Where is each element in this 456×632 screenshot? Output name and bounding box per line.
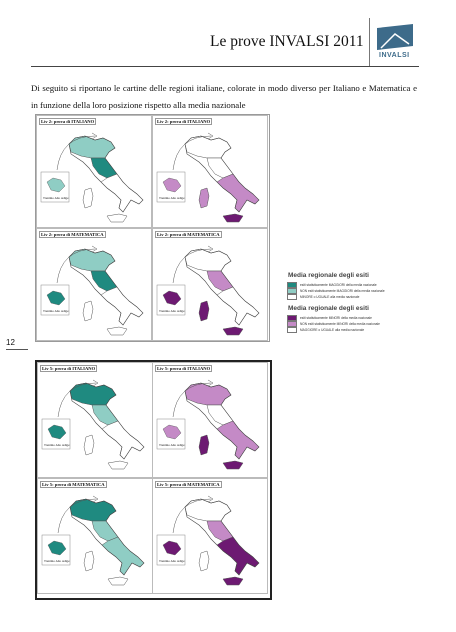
inset-caption: Trentino Alto Adige [159,196,185,200]
map-title: Liv 2: prova di MATEMATICA [41,232,104,237]
inset-caption: Trentino Alto Adige [44,443,70,447]
italy-map [38,363,153,478]
map-panel [37,478,153,594]
map-title: Liv 2: prova di ITALIANO [157,119,211,124]
header-divider [31,66,419,67]
map-title: Liv 5: prova di ITALIANO [42,366,96,371]
legend-title-1: Media regionale degli esiti [288,272,369,279]
legend-label: MINORE o UGUALE alla media nazionale [300,295,360,299]
inset-caption: Trentino Alto Adige [159,309,185,313]
italy-map [153,229,268,341]
logo-text: INVALSI [379,52,410,59]
map-panel [152,362,268,478]
map-title: Liv 2: prova di ITALIANO [41,119,95,124]
map-panel [152,478,268,594]
map-grid-liv2 [35,114,270,342]
legend-swatch-white [287,327,297,334]
italy-map [153,363,268,478]
map-grid-liv5 [35,360,272,600]
inset-caption: Trentino Alto Adige [159,559,185,563]
legend-item [287,327,422,333]
map-panel [36,115,152,228]
inset-caption: Trentino Alto Adige [44,559,70,563]
map-title: Liv 2: prova di MATEMATICA [157,232,220,237]
italy-map [153,479,268,594]
legend-label: esiti statisticamente MAGGIORI della media nazionale [300,283,377,287]
map-panel [152,228,268,341]
page-title: Le prove INVALSI 2011 [210,33,364,50]
legend-label: esiti statisticamente MINORI della media nazionale [300,316,372,320]
legend-item [287,294,422,300]
map-title: Liv 5: prova di ITALIANO [157,366,211,371]
legend-label: NON esiti statisticamente MINORI della media nazionale [300,322,380,326]
page-number: 12 [6,338,15,347]
italy-map [37,116,152,228]
legend-title-2: Media regionale degli esiti [288,305,369,312]
italy-map [37,229,152,341]
map-panel [36,228,152,341]
inset-caption: Trentino Alto Adige [43,196,69,200]
header-divider-vertical [369,18,370,66]
intro-paragraph: Di seguito si riportano le cartine delle regioni italiane, colorate in modo diverso per Italiano e Matematica e in funzione della loro posizione rispetto alla media nazionale [31,83,417,110]
map-title: Liv 5: prova di MATEMATICA [157,482,220,487]
legend-label: MAGGIORE o UGUALE alla media nazionale [300,328,365,332]
italy-map [38,479,153,594]
inset-caption: Trentino Alto Adige [43,309,69,313]
legend-swatch-white [287,294,297,301]
italy-map [153,116,268,228]
map-panel [37,362,153,478]
inset-caption: Trentino Alto Adige [159,443,185,447]
map-legend [287,272,422,333]
page-number-line [6,349,28,350]
map-title: Liv 5: prova di MATEMATICA [42,482,105,487]
map-panel [152,115,268,228]
legend-label: NON esiti statisticamente MAGGIORI della media nazionale [300,289,385,293]
